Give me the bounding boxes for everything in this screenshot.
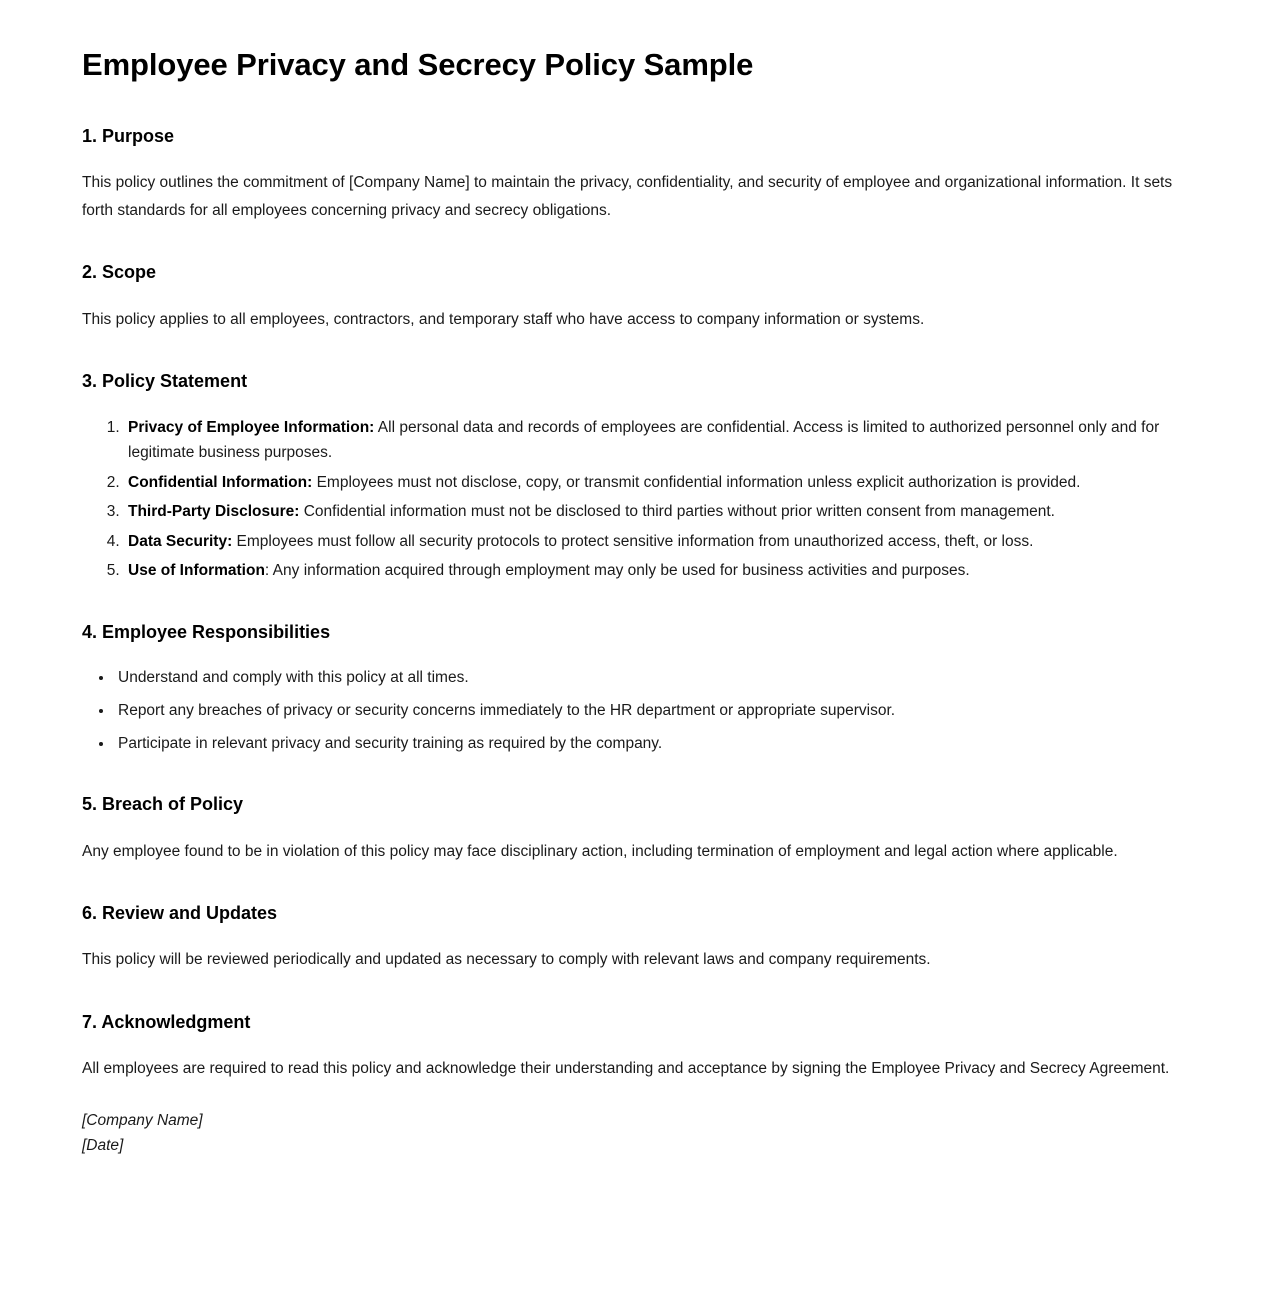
section-policy-statement [82,370,1186,584]
list-item [124,529,1186,555]
signature-company-name: [Company Name] [82,1112,203,1130]
section-paragraph-scope: This policy applies to all employees, contractors, and temporary staff who have access to company information or systems. [82,310,925,328]
section-heading-breach-of-policy: 5. Breach of Policy [82,794,244,815]
list-item-text: : Any information acquired through employment may only be used for business activities and purposes. [264,562,970,580]
section-review-and-updates [82,902,1186,974]
page-title: Employee Privacy and Secrecy Policy Sample [82,47,754,82]
list-item: • Report any breaches of privacy or security concerns immediately to the HR department or appropriate supervisor. [114,698,1186,724]
section-paragraph-purpose: This policy outlines the commitment of [Company Name] to maintain the privacy, confidentiality, and security of employee and organizational information. It sets forth standards for all employees concerning privacy and secrecy obligations. [82,174,1173,219]
list-item [124,415,1186,466]
section-heading-acknowledgment: 7. Acknowledgment [82,1012,251,1033]
list-item: • Understand and comply with this policy at all times. [114,665,1186,691]
list-item-term: Privacy of Employee Information: [128,418,375,436]
list-item [124,499,1186,525]
policy-statement-list [82,415,1186,584]
signature-block [82,1108,1186,1158]
section-heading-scope: 2. Scope [82,262,157,283]
section-heading-policy-statement: 3. Policy Statement [82,371,248,392]
section-acknowledgment [82,1011,1186,1158]
list-item [124,558,1186,584]
signature-date: [Date] [82,1137,124,1155]
section-scope [82,261,1186,333]
list-item-text: Confidential information must not be disclosed to third parties without prior written consent from management. [299,503,1055,521]
section-paragraph-review-and-updates: This policy will be reviewed periodically and updated as necessary to comply with relevant laws and company requirements. [82,951,931,969]
section-paragraph-breach-of-policy: Any employee found to be in violation of this policy may face disciplinary action, including termination of employment and legal action where applicable. [82,842,1118,860]
list-item: • Participate in relevant privacy and security training as required by the company. [114,731,1186,757]
list-item-term: Third-Party Disclosure: [128,503,300,521]
employee-responsibilities-list [82,665,1186,756]
list-item-text: Employees must not disclose, copy, or transmit confidential information unless explicit authorization is provided. [312,473,1081,491]
list-item-term: Use of Information [128,562,265,580]
section-employee-responsibilities [82,621,1186,756]
section-purpose [82,125,1186,225]
section-heading-employee-responsibilities: 4. Employee Responsibilities [82,622,331,643]
list-item-text: Employees must follow all security protocols to protect sensitive information from unauthorized access, theft, or loss. [232,532,1034,550]
section-heading-review-and-updates: 6. Review and Updates [82,903,278,924]
section-paragraph-acknowledgment: All employees are required to read this policy and acknowledge their understanding and acceptance by signing the Employee Privacy and Secrecy Agreement. [82,1060,1170,1078]
list-item-term: Confidential Information: [128,473,313,491]
list-item [124,470,1186,496]
list-item-text: All personal data and records of employees are confidential. Access is limited to authorized personnel only and for legitimate business purposes. [128,418,1160,462]
section-breach-of-policy [82,793,1186,865]
list-item-term: Data Security: [128,532,233,550]
section-heading-purpose: 1. Purpose [82,125,175,146]
